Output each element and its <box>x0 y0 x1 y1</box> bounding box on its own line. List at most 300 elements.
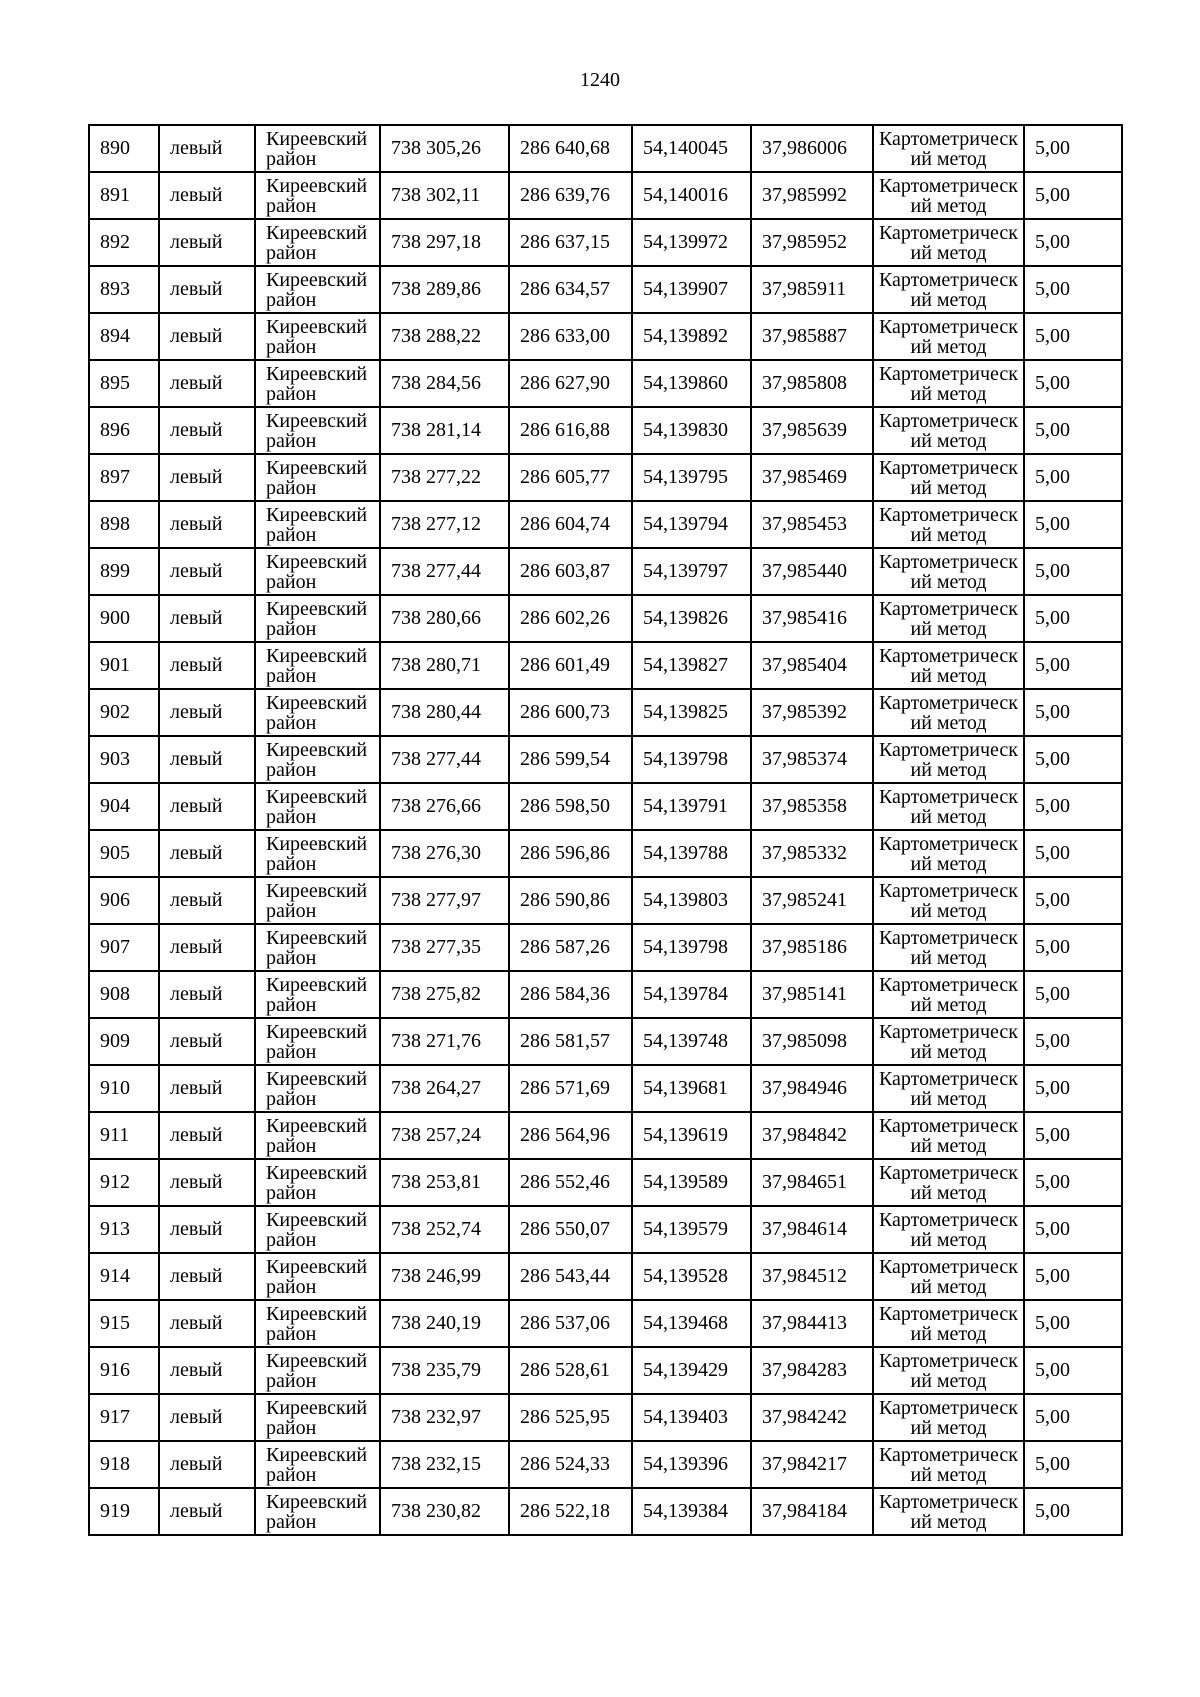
bank-side-cell: левый <box>159 830 255 877</box>
method-cell: Картометрическ ий метод <box>873 1488 1024 1535</box>
longitude-cell: 37,985639 <box>751 407 873 454</box>
coord-x-cell: 738 277,35 <box>380 924 509 971</box>
table-row <box>89 830 1122 877</box>
coord-y-cell: 286 605,77 <box>509 454 632 501</box>
coord-x-cell: 738 257,24 <box>380 1112 509 1159</box>
accuracy-cell: 5,00 <box>1024 830 1122 877</box>
latitude-cell: 54,139827 <box>632 642 751 689</box>
longitude-cell: 37,984651 <box>751 1159 873 1206</box>
method-cell: Картометрическ ий метод <box>873 1018 1024 1065</box>
latitude-cell: 54,139907 <box>632 266 751 313</box>
bank-side-cell: левый <box>159 877 255 924</box>
method-cell: Картометрическ ий метод <box>873 548 1024 595</box>
accuracy-cell: 5,00 <box>1024 642 1122 689</box>
method-cell: Картометрическ ий метод <box>873 595 1024 642</box>
point-number-cell: 898 <box>89 501 159 548</box>
longitude-cell: 37,985241 <box>751 877 873 924</box>
latitude-cell: 54,139403 <box>632 1394 751 1441</box>
accuracy-cell: 5,00 <box>1024 1347 1122 1394</box>
point-number-cell: 903 <box>89 736 159 783</box>
coord-y-cell: 286 581,57 <box>509 1018 632 1065</box>
district-cell: Киреевский район <box>255 266 380 313</box>
coord-x-cell: 738 305,26 <box>380 125 509 172</box>
longitude-cell: 37,986006 <box>751 125 873 172</box>
bank-side-cell: левый <box>159 219 255 266</box>
coord-y-cell: 286 640,68 <box>509 125 632 172</box>
longitude-cell: 37,985186 <box>751 924 873 971</box>
table-row <box>89 125 1122 172</box>
district-cell: Киреевский район <box>255 313 380 360</box>
longitude-cell: 37,984184 <box>751 1488 873 1535</box>
longitude-cell: 37,985808 <box>751 360 873 407</box>
coord-y-cell: 286 637,15 <box>509 219 632 266</box>
bank-side-cell: левый <box>159 125 255 172</box>
coord-y-cell: 286 634,57 <box>509 266 632 313</box>
longitude-cell: 37,985887 <box>751 313 873 360</box>
point-number-cell: 900 <box>89 595 159 642</box>
district-cell: Киреевский район <box>255 1112 380 1159</box>
point-number-cell: 915 <box>89 1300 159 1347</box>
coord-x-cell: 738 232,15 <box>380 1441 509 1488</box>
point-number-cell: 917 <box>89 1394 159 1441</box>
coord-y-cell: 286 543,44 <box>509 1253 632 1300</box>
coord-y-cell: 286 550,07 <box>509 1206 632 1253</box>
latitude-cell: 54,139784 <box>632 971 751 1018</box>
coord-x-cell: 738 276,66 <box>380 783 509 830</box>
latitude-cell: 54,139589 <box>632 1159 751 1206</box>
latitude-cell: 54,139748 <box>632 1018 751 1065</box>
accuracy-cell: 5,00 <box>1024 1300 1122 1347</box>
district-cell: Киреевский район <box>255 1394 380 1441</box>
coord-y-cell: 286 537,06 <box>509 1300 632 1347</box>
coord-y-cell: 286 522,18 <box>509 1488 632 1535</box>
coord-x-cell: 738 280,44 <box>380 689 509 736</box>
method-cell: Картометрическ ий метод <box>873 689 1024 736</box>
bank-side-cell: левый <box>159 924 255 971</box>
point-number-cell: 913 <box>89 1206 159 1253</box>
coord-x-cell: 738 275,82 <box>380 971 509 1018</box>
longitude-cell: 37,985141 <box>751 971 873 1018</box>
coord-x-cell: 738 240,19 <box>380 1300 509 1347</box>
coord-x-cell: 738 277,22 <box>380 454 509 501</box>
table-row <box>89 407 1122 454</box>
table-row <box>89 1347 1122 1394</box>
accuracy-cell: 5,00 <box>1024 266 1122 313</box>
point-number-cell: 907 <box>89 924 159 971</box>
coord-y-cell: 286 616,88 <box>509 407 632 454</box>
accuracy-cell: 5,00 <box>1024 783 1122 830</box>
longitude-cell: 37,984413 <box>751 1300 873 1347</box>
longitude-cell: 37,984614 <box>751 1206 873 1253</box>
longitude-cell: 37,985952 <box>751 219 873 266</box>
latitude-cell: 54,139528 <box>632 1253 751 1300</box>
coord-x-cell: 738 276,30 <box>380 830 509 877</box>
district-cell: Киреевский район <box>255 830 380 877</box>
latitude-cell: 54,139830 <box>632 407 751 454</box>
method-cell: Картометрическ ий метод <box>873 454 1024 501</box>
coord-x-cell: 738 277,97 <box>380 877 509 924</box>
coordinates-table-body <box>89 125 1122 1535</box>
bank-side-cell: левый <box>159 1206 255 1253</box>
table-row <box>89 877 1122 924</box>
accuracy-cell: 5,00 <box>1024 1206 1122 1253</box>
coord-x-cell: 738 289,86 <box>380 266 509 313</box>
point-number-cell: 906 <box>89 877 159 924</box>
coord-x-cell: 738 280,66 <box>380 595 509 642</box>
coord-y-cell: 286 525,95 <box>509 1394 632 1441</box>
accuracy-cell: 5,00 <box>1024 595 1122 642</box>
accuracy-cell: 5,00 <box>1024 877 1122 924</box>
district-cell: Киреевский район <box>255 407 380 454</box>
district-cell: Киреевский район <box>255 689 380 736</box>
district-cell: Киреевский район <box>255 501 380 548</box>
point-number-cell: 899 <box>89 548 159 595</box>
coord-x-cell: 738 264,27 <box>380 1065 509 1112</box>
district-cell: Киреевский район <box>255 454 380 501</box>
accuracy-cell: 5,00 <box>1024 1159 1122 1206</box>
coord-x-cell: 738 281,14 <box>380 407 509 454</box>
latitude-cell: 54,139794 <box>632 501 751 548</box>
coord-x-cell: 738 284,56 <box>380 360 509 407</box>
method-cell: Картометрическ ий метод <box>873 924 1024 971</box>
point-number-cell: 893 <box>89 266 159 313</box>
coord-x-cell: 738 252,74 <box>380 1206 509 1253</box>
district-cell: Киреевский район <box>255 642 380 689</box>
coord-y-cell: 286 599,54 <box>509 736 632 783</box>
method-cell: Картометрическ ий метод <box>873 407 1024 454</box>
accuracy-cell: 5,00 <box>1024 313 1122 360</box>
accuracy-cell: 5,00 <box>1024 454 1122 501</box>
longitude-cell: 37,985911 <box>751 266 873 313</box>
table-row <box>89 971 1122 1018</box>
point-number-cell: 909 <box>89 1018 159 1065</box>
point-number-cell: 908 <box>89 971 159 1018</box>
coord-x-cell: 738 277,44 <box>380 548 509 595</box>
latitude-cell: 54,139384 <box>632 1488 751 1535</box>
coord-y-cell: 286 604,74 <box>509 501 632 548</box>
accuracy-cell: 5,00 <box>1024 125 1122 172</box>
method-cell: Картометрическ ий метод <box>873 1300 1024 1347</box>
point-number-cell: 912 <box>89 1159 159 1206</box>
district-cell: Киреевский район <box>255 1159 380 1206</box>
method-cell: Картометрическ ий метод <box>873 1159 1024 1206</box>
bank-side-cell: левый <box>159 1300 255 1347</box>
table-row <box>89 1206 1122 1253</box>
district-cell: Киреевский район <box>255 1065 380 1112</box>
latitude-cell: 54,139579 <box>632 1206 751 1253</box>
latitude-cell: 54,139972 <box>632 219 751 266</box>
coord-y-cell: 286 552,46 <box>509 1159 632 1206</box>
district-cell: Киреевский район <box>255 219 380 266</box>
bank-side-cell: левый <box>159 783 255 830</box>
district-cell: Киреевский район <box>255 172 380 219</box>
latitude-cell: 54,139798 <box>632 924 751 971</box>
district-cell: Киреевский район <box>255 125 380 172</box>
table-row <box>89 1065 1122 1112</box>
coord-y-cell: 286 587,26 <box>509 924 632 971</box>
latitude-cell: 54,139468 <box>632 1300 751 1347</box>
bank-side-cell: левый <box>159 642 255 689</box>
coord-y-cell: 286 564,96 <box>509 1112 632 1159</box>
coord-x-cell: 738 271,76 <box>380 1018 509 1065</box>
page-number: 1240 <box>580 69 620 91</box>
latitude-cell: 54,139798 <box>632 736 751 783</box>
district-cell: Киреевский район <box>255 1018 380 1065</box>
coord-x-cell: 738 277,44 <box>380 736 509 783</box>
point-number-cell: 902 <box>89 689 159 736</box>
latitude-cell: 54,139797 <box>632 548 751 595</box>
bank-side-cell: левый <box>159 1488 255 1535</box>
coord-y-cell: 286 603,87 <box>509 548 632 595</box>
table-row <box>89 783 1122 830</box>
bank-side-cell: левый <box>159 548 255 595</box>
accuracy-cell: 5,00 <box>1024 219 1122 266</box>
bank-side-cell: левый <box>159 736 255 783</box>
district-cell: Киреевский район <box>255 783 380 830</box>
longitude-cell: 37,985332 <box>751 830 873 877</box>
longitude-cell: 37,985453 <box>751 501 873 548</box>
point-number-cell: 914 <box>89 1253 159 1300</box>
coord-y-cell: 286 602,26 <box>509 595 632 642</box>
point-number-cell: 901 <box>89 642 159 689</box>
method-cell: Картометрическ ий метод <box>873 1441 1024 1488</box>
table-row <box>89 313 1122 360</box>
point-number-cell: 891 <box>89 172 159 219</box>
point-number-cell: 918 <box>89 1441 159 1488</box>
latitude-cell: 54,139892 <box>632 313 751 360</box>
coord-x-cell: 738 297,18 <box>380 219 509 266</box>
method-cell: Картометрическ ий метод <box>873 971 1024 1018</box>
bank-side-cell: левый <box>159 1253 255 1300</box>
district-cell: Киреевский район <box>255 1300 380 1347</box>
coord-x-cell: 738 302,11 <box>380 172 509 219</box>
method-cell: Картометрическ ий метод <box>873 1253 1024 1300</box>
latitude-cell: 54,139803 <box>632 877 751 924</box>
district-cell: Киреевский район <box>255 1488 380 1535</box>
latitude-cell: 54,139825 <box>632 689 751 736</box>
method-cell: Картометрическ ий метод <box>873 1065 1024 1112</box>
coordinates-table <box>88 124 1123 1536</box>
accuracy-cell: 5,00 <box>1024 1065 1122 1112</box>
accuracy-cell: 5,00 <box>1024 924 1122 971</box>
coord-x-cell: 738 288,22 <box>380 313 509 360</box>
point-number-cell: 919 <box>89 1488 159 1535</box>
table-row <box>89 736 1122 783</box>
district-cell: Киреевский район <box>255 360 380 407</box>
method-cell: Картометрическ ий метод <box>873 172 1024 219</box>
coord-x-cell: 738 253,81 <box>380 1159 509 1206</box>
method-cell: Картометрическ ий метод <box>873 1347 1024 1394</box>
bank-side-cell: левый <box>159 407 255 454</box>
coord-y-cell: 286 524,33 <box>509 1441 632 1488</box>
table-row <box>89 1488 1122 1535</box>
bank-side-cell: левый <box>159 454 255 501</box>
latitude-cell: 54,139619 <box>632 1112 751 1159</box>
table-row <box>89 595 1122 642</box>
coord-x-cell: 738 232,97 <box>380 1394 509 1441</box>
method-cell: Картометрическ ий метод <box>873 219 1024 266</box>
longitude-cell: 37,984512 <box>751 1253 873 1300</box>
longitude-cell: 37,985404 <box>751 642 873 689</box>
accuracy-cell: 5,00 <box>1024 971 1122 1018</box>
point-number-cell: 905 <box>89 830 159 877</box>
accuracy-cell: 5,00 <box>1024 1488 1122 1535</box>
point-number-cell: 911 <box>89 1112 159 1159</box>
method-cell: Картометрическ ий метод <box>873 313 1024 360</box>
bank-side-cell: левый <box>159 172 255 219</box>
district-cell: Киреевский район <box>255 1253 380 1300</box>
table-row <box>89 219 1122 266</box>
bank-side-cell: левый <box>159 360 255 407</box>
district-cell: Киреевский район <box>255 1347 380 1394</box>
district-cell: Киреевский район <box>255 877 380 924</box>
method-cell: Картометрическ ий метод <box>873 830 1024 877</box>
bank-side-cell: левый <box>159 313 255 360</box>
table-row <box>89 172 1122 219</box>
longitude-cell: 37,985358 <box>751 783 873 830</box>
method-cell: Картометрическ ий метод <box>873 266 1024 313</box>
method-cell: Картометрическ ий метод <box>873 1206 1024 1253</box>
table-row <box>89 454 1122 501</box>
accuracy-cell: 5,00 <box>1024 172 1122 219</box>
accuracy-cell: 5,00 <box>1024 360 1122 407</box>
point-number-cell: 897 <box>89 454 159 501</box>
longitude-cell: 37,985098 <box>751 1018 873 1065</box>
point-number-cell: 895 <box>89 360 159 407</box>
coord-y-cell: 286 600,73 <box>509 689 632 736</box>
accuracy-cell: 5,00 <box>1024 407 1122 454</box>
latitude-cell: 54,139429 <box>632 1347 751 1394</box>
district-cell: Киреевский район <box>255 548 380 595</box>
accuracy-cell: 5,00 <box>1024 1394 1122 1441</box>
bank-side-cell: левый <box>159 1394 255 1441</box>
longitude-cell: 37,984842 <box>751 1112 873 1159</box>
bank-side-cell: левый <box>159 266 255 313</box>
district-cell: Киреевский район <box>255 595 380 642</box>
method-cell: Картометрическ ий метод <box>873 877 1024 924</box>
coord-y-cell: 286 590,86 <box>509 877 632 924</box>
district-cell: Киреевский район <box>255 971 380 1018</box>
coord-x-cell: 738 235,79 <box>380 1347 509 1394</box>
table-row <box>89 1112 1122 1159</box>
longitude-cell: 37,985440 <box>751 548 873 595</box>
coord-y-cell: 286 633,00 <box>509 313 632 360</box>
point-number-cell: 894 <box>89 313 159 360</box>
longitude-cell: 37,985469 <box>751 454 873 501</box>
longitude-cell: 37,985374 <box>751 736 873 783</box>
table-row <box>89 1300 1122 1347</box>
coord-y-cell: 286 598,50 <box>509 783 632 830</box>
latitude-cell: 54,140045 <box>632 125 751 172</box>
bank-side-cell: левый <box>159 1159 255 1206</box>
bank-side-cell: левый <box>159 689 255 736</box>
accuracy-cell: 5,00 <box>1024 1018 1122 1065</box>
latitude-cell: 54,139396 <box>632 1441 751 1488</box>
bank-side-cell: левый <box>159 1065 255 1112</box>
bank-side-cell: левый <box>159 595 255 642</box>
bank-side-cell: левый <box>159 501 255 548</box>
accuracy-cell: 5,00 <box>1024 1253 1122 1300</box>
bank-side-cell: левый <box>159 1347 255 1394</box>
table-row <box>89 548 1122 595</box>
coord-x-cell: 738 230,82 <box>380 1488 509 1535</box>
accuracy-cell: 5,00 <box>1024 1441 1122 1488</box>
method-cell: Картометрическ ий метод <box>873 125 1024 172</box>
longitude-cell: 37,985416 <box>751 595 873 642</box>
bank-side-cell: левый <box>159 1112 255 1159</box>
table-row <box>89 360 1122 407</box>
coord-y-cell: 286 571,69 <box>509 1065 632 1112</box>
point-number-cell: 904 <box>89 783 159 830</box>
table-row <box>89 266 1122 313</box>
district-cell: Киреевский район <box>255 1206 380 1253</box>
latitude-cell: 54,139795 <box>632 454 751 501</box>
table-row <box>89 1441 1122 1488</box>
table-row <box>89 689 1122 736</box>
method-cell: Картометрическ ий метод <box>873 642 1024 689</box>
accuracy-cell: 5,00 <box>1024 1112 1122 1159</box>
longitude-cell: 37,984283 <box>751 1347 873 1394</box>
coord-y-cell: 286 528,61 <box>509 1347 632 1394</box>
table-row <box>89 1394 1122 1441</box>
district-cell: Киреевский район <box>255 1441 380 1488</box>
coord-x-cell: 738 280,71 <box>380 642 509 689</box>
coord-y-cell: 286 639,76 <box>509 172 632 219</box>
accuracy-cell: 5,00 <box>1024 548 1122 595</box>
longitude-cell: 37,984217 <box>751 1441 873 1488</box>
latitude-cell: 54,140016 <box>632 172 751 219</box>
bank-side-cell: левый <box>159 1018 255 1065</box>
coord-y-cell: 286 584,36 <box>509 971 632 1018</box>
district-cell: Киреевский район <box>255 924 380 971</box>
coord-y-cell: 286 627,90 <box>509 360 632 407</box>
method-cell: Картометрическ ий метод <box>873 783 1024 830</box>
longitude-cell: 37,985992 <box>751 172 873 219</box>
table-row <box>89 501 1122 548</box>
table-row <box>89 1159 1122 1206</box>
method-cell: Картометрическ ий метод <box>873 360 1024 407</box>
point-number-cell: 916 <box>89 1347 159 1394</box>
latitude-cell: 54,139681 <box>632 1065 751 1112</box>
latitude-cell: 54,139826 <box>632 595 751 642</box>
method-cell: Картометрическ ий метод <box>873 1112 1024 1159</box>
point-number-cell: 892 <box>89 219 159 266</box>
accuracy-cell: 5,00 <box>1024 501 1122 548</box>
coord-x-cell: 738 277,12 <box>380 501 509 548</box>
method-cell: Картометрическ ий метод <box>873 501 1024 548</box>
longitude-cell: 37,984946 <box>751 1065 873 1112</box>
accuracy-cell: 5,00 <box>1024 689 1122 736</box>
longitude-cell: 37,985392 <box>751 689 873 736</box>
bank-side-cell: левый <box>159 1441 255 1488</box>
bank-side-cell: левый <box>159 971 255 1018</box>
coord-x-cell: 738 246,99 <box>380 1253 509 1300</box>
longitude-cell: 37,984242 <box>751 1394 873 1441</box>
accuracy-cell: 5,00 <box>1024 736 1122 783</box>
latitude-cell: 54,139788 <box>632 830 751 877</box>
district-cell: Киреевский район <box>255 736 380 783</box>
point-number-cell: 890 <box>89 125 159 172</box>
point-number-cell: 910 <box>89 1065 159 1112</box>
latitude-cell: 54,139860 <box>632 360 751 407</box>
coord-y-cell: 286 601,49 <box>509 642 632 689</box>
table-row <box>89 924 1122 971</box>
coord-y-cell: 286 596,86 <box>509 830 632 877</box>
latitude-cell: 54,139791 <box>632 783 751 830</box>
table-row <box>89 1253 1122 1300</box>
table-row <box>89 642 1122 689</box>
point-number-cell: 896 <box>89 407 159 454</box>
